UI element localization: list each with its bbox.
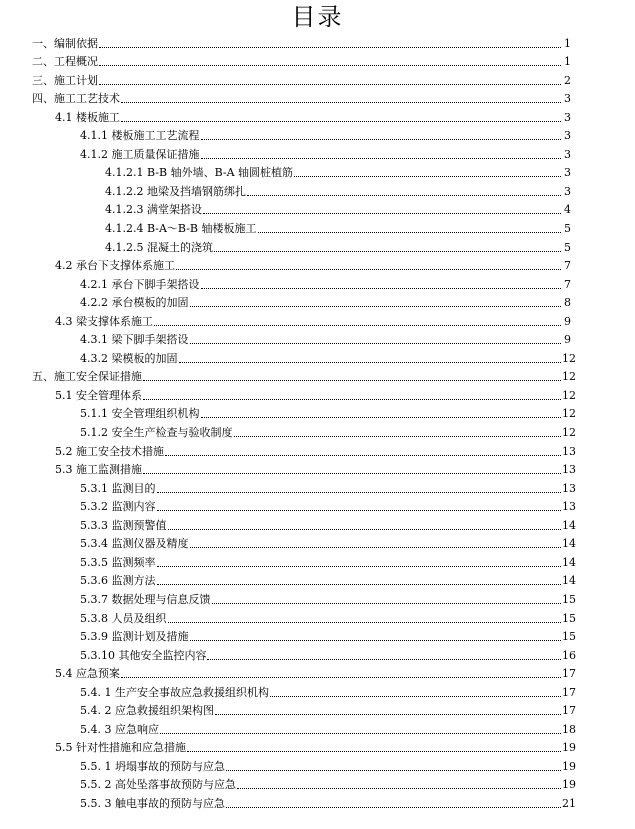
toc-entry[interactable]: [0, 756, 635, 775]
toc-entry-page: 17: [562, 667, 576, 681]
toc-entry-label: 4.2 承台下支撑体系施工: [55, 259, 175, 273]
toc-leader-dots: [121, 121, 561, 122]
toc-entry-page: 3: [564, 184, 571, 198]
toc-entry-page: 12: [562, 407, 576, 421]
toc-entry-page: 17: [562, 704, 576, 718]
toc-entry[interactable]: [0, 144, 635, 163]
toc-entry[interactable]: [0, 682, 635, 701]
toc-entry[interactable]: [0, 460, 635, 479]
toc-leader-dots: [190, 547, 562, 548]
toc-leader-dots: [190, 306, 562, 307]
toc-entry-label: 5.3.5 监测频率: [80, 555, 156, 569]
toc-entry[interactable]: [0, 719, 635, 738]
toc-leader-dots: [176, 269, 561, 270]
toc-entry[interactable]: [0, 107, 635, 126]
toc-entry-label: 三、施工计划: [32, 73, 98, 87]
toc-leader-dots: [121, 677, 561, 678]
toc-leader-dots: [157, 492, 562, 493]
toc-entry-label: 4.1.2.3 满堂架搭设: [105, 203, 202, 217]
toc-entry-page: 13: [562, 481, 576, 495]
toc-entry-page: 9: [564, 314, 571, 328]
toc-entry[interactable]: [0, 311, 635, 330]
toc-entry[interactable]: [0, 627, 635, 646]
toc-entry-label: 5.4. 1 生产安全事故应急救援组织机构: [80, 685, 269, 699]
toc-entry[interactable]: [0, 571, 635, 590]
toc-entry[interactable]: [0, 89, 635, 108]
toc-leader-dots: [214, 251, 561, 252]
toc-leader-dots: [201, 139, 562, 140]
toc-entry-label: 5.3 施工监测措施: [55, 463, 142, 477]
toc-entry-page: 14: [562, 574, 576, 588]
toc-leader-dots: [201, 288, 562, 289]
toc-entry-label: 4.3.1 梁下脚手架搭设: [80, 333, 189, 347]
toc-entry-label: 5.3.1 监测目的: [80, 481, 156, 495]
toc-leader-dots: [190, 343, 562, 344]
toc-entry[interactable]: [0, 256, 635, 275]
toc-entry-label: 5.3.10 其他安全监控内容: [80, 648, 207, 662]
toc-entry-label: 5.5 针对性措施和应急措施: [55, 741, 186, 755]
toc-entry-page: 19: [562, 741, 576, 755]
toc-entry[interactable]: [0, 330, 635, 349]
toc-entry-page: 19: [562, 759, 576, 773]
toc-entry-label: 4.1.1 楼板施工工艺流程: [80, 129, 200, 143]
toc-entry-page: 4: [564, 203, 571, 217]
toc-entry-page: 12: [562, 351, 576, 365]
toc-entry-page: 2: [564, 73, 571, 87]
toc-entry[interactable]: [0, 404, 635, 423]
toc-entry-page: 13: [562, 463, 576, 477]
toc-entry-page: 15: [562, 611, 576, 625]
toc-leader-dots: [154, 325, 561, 326]
toc-entry-page: 3: [564, 129, 571, 143]
toc-entry-page: 8: [564, 296, 571, 310]
toc-entry-label: 二、工程概况: [32, 55, 98, 69]
toc-leader-dots: [270, 696, 561, 697]
toc-entry-page: 7: [564, 277, 571, 291]
toc-entry-label: 四、施工工艺技术: [32, 92, 120, 106]
toc-entry-page: 7: [564, 259, 571, 273]
toc-leader-dots: [99, 84, 561, 85]
toc-entry-label: 4.2.2 承台模板的加固: [80, 296, 189, 310]
toc-leader-dots: [157, 566, 562, 567]
toc-entry[interactable]: [0, 701, 635, 720]
toc-entry[interactable]: [0, 478, 635, 497]
toc-entry-page: 18: [562, 722, 576, 736]
toc-leader-dots: [201, 158, 562, 159]
toc-entry-page: 15: [562, 592, 576, 606]
toc-entry-page: 1: [564, 55, 571, 69]
toc-entry-page: 3: [564, 110, 571, 124]
toc-leader-dots: [234, 436, 562, 437]
toc-entry-label: 4.1.2.5 混凝土的浇筑: [105, 240, 213, 254]
toc-entry-page: 3: [564, 147, 571, 161]
toc-entry-page: 5: [564, 222, 571, 236]
toc-entry-page: 1: [564, 36, 571, 50]
toc-entry-label: 5.5. 1 坍塌事故的预防与应急: [80, 759, 225, 773]
toc-leader-dots: [121, 102, 561, 103]
toc-entry-page: 14: [562, 537, 576, 551]
toc-entry[interactable]: [0, 293, 635, 312]
toc-leader-dots: [160, 733, 561, 734]
toc-entry[interactable]: [0, 200, 635, 219]
toc-entry-page: 12: [562, 426, 576, 440]
toc-entry-label: 5.3.9 监测计划及措施: [80, 630, 189, 644]
toc-entry-label: 4.3 梁支撑体系施工: [55, 314, 153, 328]
toc-leader-dots: [258, 232, 561, 233]
toc-leader-dots: [215, 714, 561, 715]
toc-entry[interactable]: [0, 181, 635, 200]
toc-entry-page: 14: [562, 518, 576, 532]
toc-entry-label: 5.3.4 监测仪器及精度: [80, 537, 189, 551]
toc-entry[interactable]: [0, 441, 635, 460]
table-of-contents: [0, 33, 635, 812]
toc-entry[interactable]: [0, 163, 635, 182]
toc-leader-dots: [99, 65, 561, 66]
toc-entry-label: 一、编制依据: [32, 36, 98, 50]
toc-entry[interactable]: [0, 775, 635, 794]
toc-entry-label: 5.4. 2 应急救援组织架构图: [80, 704, 214, 718]
toc-entry-label: 5.1.1 安全管理组织机构: [80, 407, 200, 421]
toc-entry-label: 5.3.6 监测方法: [80, 574, 156, 588]
toc-leader-dots: [157, 510, 562, 511]
toc-entry-page: 13: [562, 444, 576, 458]
toc-entry[interactable]: [0, 534, 635, 553]
toc-entry-label: 5.4 应急预案: [55, 667, 120, 681]
toc-leader-dots: [226, 770, 561, 771]
toc-entry[interactable]: [0, 52, 635, 71]
toc-entry-label: 5.1.2 安全生产检查与验收制度: [80, 426, 233, 440]
toc-leader-dots: [143, 380, 561, 381]
toc-entry-label: 4.1 楼板施工: [55, 110, 120, 124]
toc-entry-page: 3: [564, 166, 571, 180]
toc-entry-page: 19: [562, 778, 576, 792]
toc-entry-label: 4.1.2.4 B-A～B-B 轴楼板施工: [105, 222, 257, 236]
toc-leader-dots: [201, 417, 562, 418]
toc-entry-label: 4.1.2.1 B-B 轴外墙、B-A 轴圆桩植筋: [105, 166, 294, 180]
toc-entry[interactable]: [0, 237, 635, 256]
toc-entry-label: 4.1.2 施工质量保证措施: [80, 147, 200, 161]
toc-entry[interactable]: [0, 385, 635, 404]
toc-leader-dots: [203, 213, 561, 214]
toc-entry[interactable]: [0, 70, 635, 89]
toc-entry[interactable]: [0, 793, 635, 812]
toc-entry[interactable]: [0, 608, 635, 627]
toc-entry[interactable]: [0, 126, 635, 145]
toc-entry-label: 4.3.2 梁模板的加固: [80, 351, 178, 365]
toc-entry-label: 五、施工安全保证措施: [32, 370, 142, 384]
toc-leader-dots: [190, 640, 562, 641]
toc-leader-dots: [179, 362, 562, 363]
toc-entry-page: 14: [562, 555, 576, 569]
toc-entry-label: 4.1.2.2 地梁及挡墙钢筋绑扎: [105, 184, 246, 198]
toc-entry-label: 5.3.2 监测内容: [80, 500, 156, 514]
toc-entry[interactable]: [0, 738, 635, 757]
toc-entry[interactable]: [0, 645, 635, 664]
toc-entry-label: 5.2 施工安全技术措施: [55, 444, 164, 458]
toc-entry[interactable]: [0, 515, 635, 534]
toc-entry-page: 3: [564, 92, 571, 106]
toc-entry-page: 15: [562, 630, 576, 644]
toc-entry[interactable]: [0, 497, 635, 516]
toc-leader-dots: [168, 529, 562, 530]
toc-entry-label: 5.1 安全管理体系: [55, 388, 142, 402]
toc-leader-dots: [294, 176, 561, 177]
toc-entry[interactable]: [0, 218, 635, 237]
toc-leader-dots: [247, 195, 561, 196]
toc-leader-dots: [143, 473, 561, 474]
toc-entry-page: 12: [562, 388, 576, 402]
toc-leader-dots: [143, 399, 561, 400]
toc-leader-dots: [99, 47, 561, 48]
toc-entry-page: 9: [564, 333, 571, 347]
toc-leader-dots: [165, 455, 561, 456]
toc-entry-page: 17: [562, 685, 576, 699]
toc-entry[interactable]: [0, 422, 635, 441]
toc-entry[interactable]: [0, 367, 635, 386]
toc-entry-label: 5.3.8 人员及组织: [80, 611, 167, 625]
toc-leader-dots: [207, 659, 561, 660]
toc-entry-page: 13: [562, 500, 576, 514]
toc-entry-label: 5.4. 3 应急响应: [80, 722, 159, 736]
toc-entry[interactable]: [0, 552, 635, 571]
toc-leader-dots: [187, 751, 561, 752]
toc-leader-dots: [237, 788, 561, 789]
toc-entry[interactable]: [0, 664, 635, 683]
toc-entry-page: 21: [562, 796, 576, 810]
toc-entry-label: 5.5. 2 高处坠落事故预防与应急: [80, 778, 236, 792]
page-title: 目录: [291, 3, 344, 31]
toc-leader-dots: [157, 584, 562, 585]
toc-leader-dots: [212, 603, 562, 604]
toc-entry[interactable]: [0, 33, 635, 52]
toc-entry-page: 16: [562, 648, 576, 662]
toc-entry-page: 5: [564, 240, 571, 254]
toc-entry[interactable]: [0, 589, 635, 608]
toc-entry-page: 12: [562, 370, 576, 384]
toc-entry-label: 5.3.3 监测预警值: [80, 518, 167, 532]
toc-entry-label: 5.3.7 数据处理与信息反馈: [80, 592, 211, 606]
toc-entry-label: 4.2.1 承台下脚手架搭设: [80, 277, 200, 291]
toc-leader-dots: [168, 622, 562, 623]
toc-entry[interactable]: [0, 274, 635, 293]
toc-entry-label: 5.5. 3 触电事故的预防与应急: [80, 796, 225, 810]
toc-entry[interactable]: [0, 348, 635, 367]
toc-leader-dots: [226, 807, 561, 808]
